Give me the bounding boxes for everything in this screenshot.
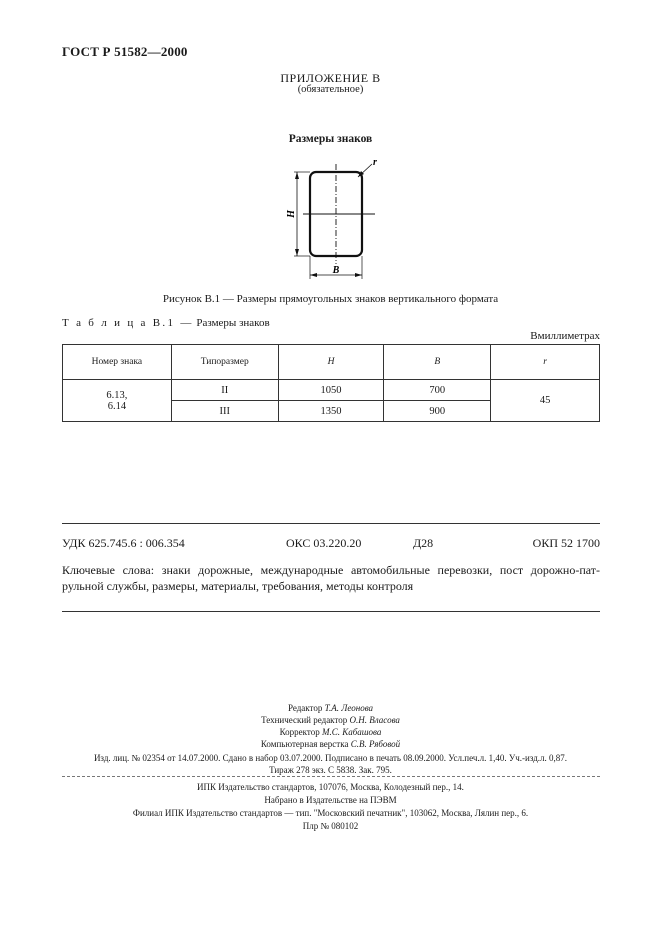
dashed-divider: [62, 776, 600, 777]
keywords-paragraph: Ключевые слова: знаки дорожные, международные автомобильные перевозки, пост дорожно-пат-рульной службы, размеры, материалы, требования, методы контроля: [62, 563, 600, 593]
cell-b: 700: [384, 380, 491, 401]
figure-caption: Рисунок В.1 — Размеры прямоугольных знаков вертикального формата: [162, 293, 499, 305]
header-r: r: [491, 345, 600, 380]
credit-layout: Компьютерная верстка С.В. Рябовой: [260, 739, 401, 749]
cell-h: 1050: [278, 380, 384, 401]
publisher-line-2: Набрано в Издательстве на ПЭВМ: [264, 795, 397, 805]
b-arrow-right: [355, 273, 362, 277]
publisher-line-1: ИПК Издательство стандартов, 107076, Москва, Колодезный пер., 14.: [197, 782, 464, 792]
annex-title: ПРИЛОЖЕНИЕ В: [280, 71, 381, 85]
table-caption-text: Размеры знаков: [196, 317, 270, 329]
cell-r: 45: [491, 380, 600, 422]
sizes-table: [62, 344, 600, 422]
label-h: H: [286, 210, 297, 218]
okp-code: ОКП 52 1700: [532, 536, 600, 550]
publisher-line-4: Плр № 080102: [302, 821, 359, 831]
divider-top: [62, 523, 600, 524]
b-arrow-left: [310, 273, 317, 277]
credits-block: [0, 702, 661, 750]
cell-size: II: [171, 380, 278, 401]
cell-h: 1350: [278, 401, 384, 422]
header-h: H: [278, 345, 384, 380]
cell-size: III: [171, 401, 278, 422]
imprint-block: [0, 752, 661, 776]
d-code: Д28: [413, 536, 434, 550]
sign-number-line-2: 6.14: [107, 400, 127, 412]
annex-subtitle: (обязательное): [297, 84, 364, 95]
imprint-line-2: Тираж 278 экз. С 5838. Зак. 795.: [269, 765, 392, 775]
cell-sign-numbers: [63, 380, 172, 422]
oks-code: ОКС 03.220.20: [286, 536, 362, 550]
label-b: B: [332, 265, 340, 276]
document-code: ГОСТ Р 51582—2000: [62, 44, 188, 59]
cell-b: 900: [384, 401, 491, 422]
publisher-line-3: Филиал ИПК Издательство стандартов — тип. "Московский печатник", 103062, Москва, Лялин пер., 6.: [132, 808, 529, 818]
divider-bottom: [62, 611, 600, 612]
publisher-block: [0, 781, 661, 833]
table-row: [63, 380, 600, 401]
table-caption: [62, 317, 270, 329]
credit-editor: Редактор Т.А. Леонова: [287, 703, 374, 713]
udk-code: УДК 625.745.6 : 006.354: [62, 536, 185, 550]
header-sign-number: Номер знака: [63, 345, 172, 380]
imprint-line-1: Изд. лиц. № 02354 от 14.07.2000. Сдано в набор 03.07.2000. Подписано в печать 08.09.2000. Усл.печ.л. 1,40. Уч.-изд.л. 0,87.: [93, 753, 568, 763]
credit-tech-editor: Технический редактор О.Н. Власова: [261, 715, 400, 725]
header-b: B: [384, 345, 491, 380]
section-title: Размеры знаков: [288, 133, 373, 145]
table-header-row: [63, 345, 600, 380]
credit-corrector: Корректор М.С. Кабашова: [279, 727, 382, 737]
sign-number-line-1: 6.13,: [106, 389, 128, 401]
sign-dimensions-figure: [280, 155, 390, 285]
h-arrow-bottom: [295, 249, 299, 256]
header-size-type: Типоразмер: [171, 345, 278, 380]
label-r: r: [373, 157, 377, 168]
h-arrow-top: [295, 172, 299, 179]
units-label: Вмиллиметрах: [530, 330, 600, 342]
table-caption-prefix: Т а б л и ц а В.1 —: [62, 317, 194, 329]
